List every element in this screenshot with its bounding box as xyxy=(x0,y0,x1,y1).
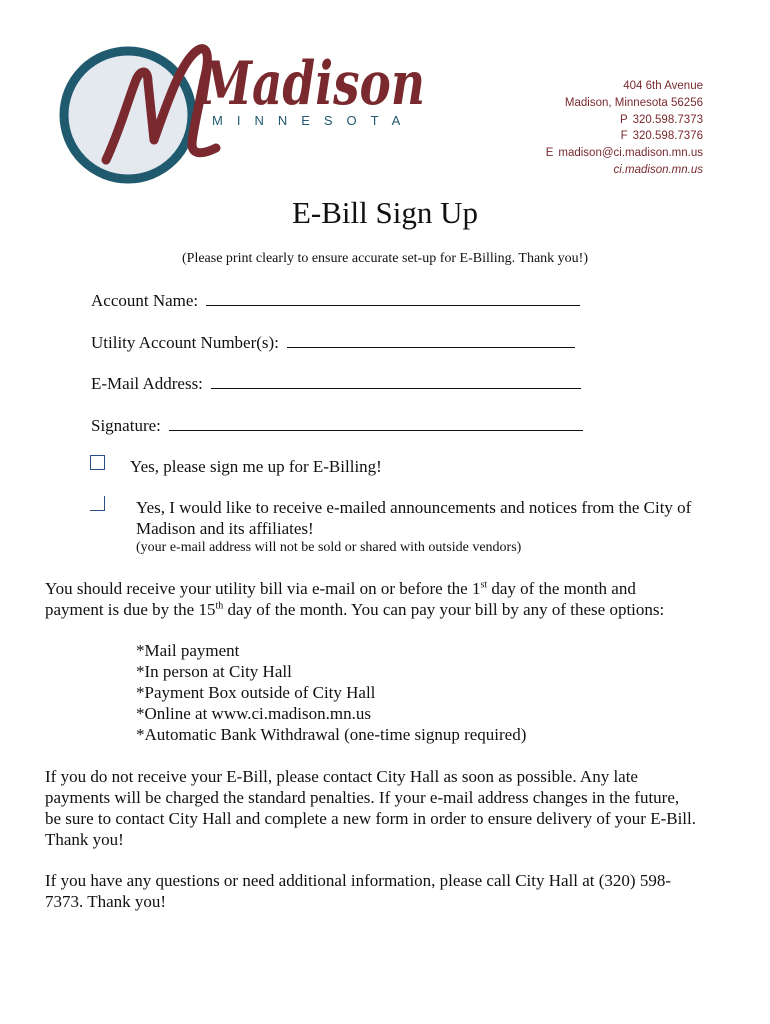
form-title: E-Bill Sign Up xyxy=(291,195,478,230)
signature-label: Signature: xyxy=(91,416,161,435)
contact-block xyxy=(546,78,703,179)
ebilling-option-label: Yes, please sign me up for E-Billing! xyxy=(130,457,382,476)
billing-info-line2-sup: th xyxy=(215,600,224,612)
form-subtitle: (Please print clearly to ensure accurate set-up for E-Billing. Thank you!) xyxy=(182,251,588,266)
questions-line2: 7373. Thank you! xyxy=(45,892,167,911)
announcements-note: (your e-mail address will not be sold or shared with outside vendors) xyxy=(136,540,522,555)
ebilling-checkbox[interactable] xyxy=(90,455,105,470)
email-label: E xyxy=(545,147,554,160)
madison-logo xyxy=(58,20,438,190)
contact-fax xyxy=(546,128,703,145)
billing-info-line1-b: day of the month and xyxy=(487,579,636,598)
email-line[interactable] xyxy=(211,372,581,389)
payment-option: *In person at City Hall xyxy=(136,662,292,681)
signature-line[interactable] xyxy=(169,414,583,431)
contact-city: Madison, Minnesota 56256 xyxy=(564,96,703,109)
payment-option: *Automatic Bank Withdrawal (one-time signup required) xyxy=(136,725,527,744)
late-payment-line4: Thank you! xyxy=(45,830,124,849)
account-name-field xyxy=(91,289,580,312)
account-number-field xyxy=(91,331,575,354)
questions-line1: If you have any questions or need additional information, please call City Hall at (320) 598- xyxy=(45,871,671,890)
logo-wordmark: Madison xyxy=(198,49,425,119)
billing-info-line1 xyxy=(45,578,636,599)
email-field xyxy=(91,372,581,395)
contact-website: ci.madison.mn.us xyxy=(613,163,703,176)
billing-info-line2-a: payment is due by the 15 xyxy=(45,600,216,619)
billing-info-line1-sup: st xyxy=(480,579,488,591)
announcements-option-line2: Madison and its affiliates! xyxy=(136,519,314,538)
account-name-label: Account Name: xyxy=(91,291,199,310)
account-number-label: Utility Account Number(s): xyxy=(91,333,279,352)
contact-address: 404 6th Avenue xyxy=(623,80,703,92)
billing-info-line2 xyxy=(45,599,664,620)
payment-option: *Online at www.ci.madison.mn.us xyxy=(136,704,371,723)
announcements-checkbox[interactable] xyxy=(90,496,105,511)
signature-field xyxy=(91,414,583,437)
phone-number: 320.598.7373 xyxy=(632,113,703,126)
late-payment-line3: be sure to contact City Hall and complete a new form in order to ensure delivery of your E-Bill. xyxy=(45,809,696,828)
announcements-option-line1: Yes, I would like to receive e-mailed announcements and notices from the City of xyxy=(136,498,692,517)
payment-options-list xyxy=(136,640,526,745)
account-name-line[interactable] xyxy=(206,289,580,306)
contact-email xyxy=(546,145,703,162)
logo-state: MINNESOTA xyxy=(212,113,415,128)
late-payment-line2: payments will be charged the standard penalties. If your e-mail address changes in the future, xyxy=(45,788,680,807)
payment-option: *Payment Box outside of City Hall xyxy=(136,683,376,702)
fax-label: F xyxy=(620,130,628,143)
email-address: madison@ci.madison.mn.us xyxy=(558,147,703,160)
billing-info-line2-b: day of the month. You can pay your bill by any of these options: xyxy=(223,600,665,619)
payment-option: *Mail payment xyxy=(136,641,240,660)
account-number-line[interactable] xyxy=(287,331,575,348)
late-payment-line1: If you do not receive your E-Bill, please contact City Hall as soon as possible. Any late xyxy=(45,767,638,786)
phone-label: P xyxy=(619,113,628,126)
email-label-text: E-Mail Address: xyxy=(91,374,203,393)
contact-phone xyxy=(546,112,703,129)
billing-info-line1-a: You should receive your utility bill via e-mail on or before the 1 xyxy=(45,579,481,598)
fax-number: 320.598.7376 xyxy=(632,130,703,143)
